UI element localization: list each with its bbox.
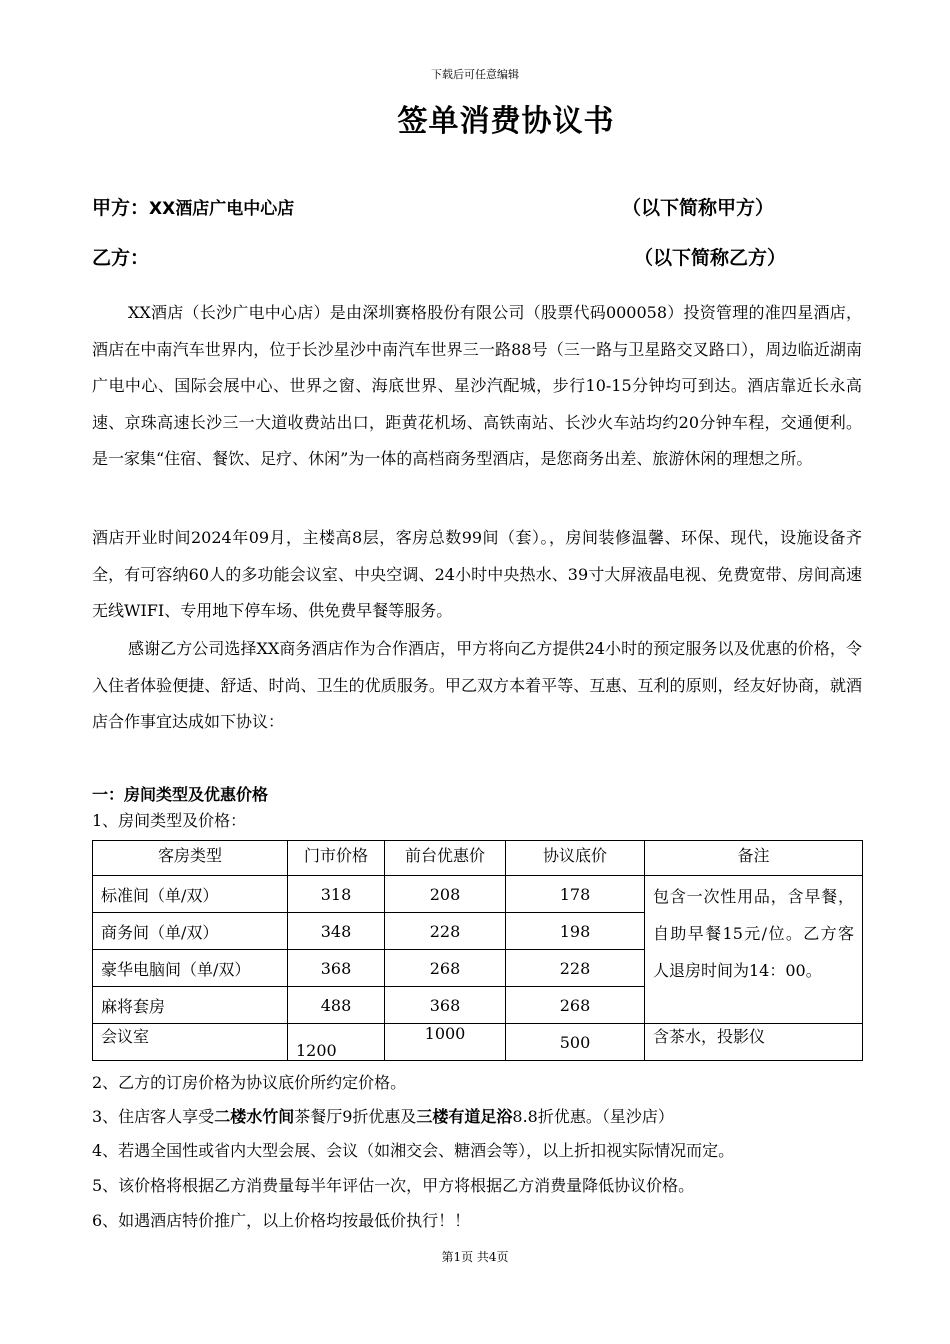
item-4: 4、若遇全国性或省内大型会展、会议（如湘交会、糖酒会等），以上折扣视实际情况而定。 — [92, 1141, 735, 1160]
rack-rate: 348 — [288, 913, 385, 950]
item-3 — [92, 1104, 674, 1127]
party-b-suffix: （以下简称乙方） — [634, 247, 787, 269]
table-row — [93, 876, 863, 913]
header-front-desk-rate: 前台优惠价 — [385, 841, 506, 876]
front-desk-rate: 268 — [385, 950, 506, 987]
item-2: 2、乙方的订房价格为协议底价所约定价格。 — [92, 1073, 407, 1092]
meeting-remarks: 含茶水，投影仪 — [645, 1024, 863, 1061]
document-title: 签单消费协议书 — [397, 104, 615, 139]
room-remarks: 包含一次性用品，含早餐，自助早餐15元/位。乙方客人退房时间为14：00。 — [645, 876, 863, 1024]
table-row — [93, 1024, 863, 1061]
room-type: 标准间（单/双） — [93, 876, 288, 913]
thanks-paragraph: 感谢乙方公司选择XX商务酒店作为合作酒店，甲方将向乙方提供24小时的预定服务以及优惠的价格，令入住者体验便捷、舒适、时尚、卫生的优质服务。甲乙双方本着平等、互惠、互利的原则，经友好协商，就酒店合作事宜达成如下协议： — [92, 639, 862, 731]
item-5: 5、该价格将根据乙方消费量每半年评估一次，甲方将根据乙方消费量降低协议价格。 — [92, 1176, 695, 1195]
party-a-suffix: （以下简称甲方） — [622, 197, 775, 219]
header-room-type: 客房类型 — [93, 841, 288, 876]
front-desk-rate: 1000 — [385, 1024, 506, 1061]
contract-rate: 198 — [506, 913, 645, 950]
item-3-suffix: 8.8折优惠。（星沙店） — [512, 1107, 674, 1126]
contract-rate: 178 — [506, 876, 645, 913]
header-rack-rate: 门市价格 — [288, 841, 385, 876]
room-type: 豪华电脑间（单/双） — [93, 950, 288, 987]
intro-paragraph: XX酒店（长沙广电中心店）是由深圳赛格股份有限公司（股票代码000058）投资管理的准四星酒店，酒店在中南汽车世界内，位于长沙星沙中南汽车世界三一路88号（三一路与卫星路交叉路口），周边临近湖南广电中心、国际会展中心、世界之窗、海底世界、星沙汽配城，步行10-15分钟均可到达。酒店靠近长永高速、京珠高速长沙三一大道收费站出口，距黄花机场、高铁南站、长沙火车站均约20分钟车程，交通便利。是一家集“住宿、餐饮、足疗、休闲”为一体的高档商务型酒店，是您商务出差、旅游休闲的理想之所。 — [92, 303, 862, 468]
facilities-paragraph: 酒店开业时间2024年09月，主楼高8层，客房总数99间（套）。，房间装修温馨、环保、现代，设施设备齐全，有可容纳60人的多功能会议室、中央空调、24小时中央热水、39寸大屏液晶电视、免费宽带、房间高速无线WIFI、专用地下停车场、供免费早餐等服务。 — [92, 528, 862, 620]
table-header-row — [93, 841, 863, 876]
room-type: 商务间（单/双） — [93, 913, 288, 950]
item-1: 1、房间类型及价格： — [92, 811, 247, 830]
item-3-prefix: 3、住店客人享受 — [92, 1107, 215, 1126]
page-footer: 第1页 共4页 — [441, 1250, 509, 1264]
party-b-label: 乙方： — [92, 247, 150, 269]
contract-rate: 500 — [506, 1024, 645, 1061]
header-note: 下载后可任意编辑 — [431, 68, 519, 81]
rack-rate: 1200 — [288, 1024, 385, 1061]
party-a-line — [92, 193, 294, 220]
rack-rate: 368 — [288, 950, 385, 987]
contract-rate: 228 — [506, 950, 645, 987]
item-3-venue-1: 二楼水竹间 — [214, 1107, 295, 1126]
header-contract-rate: 协议底价 — [506, 841, 645, 876]
front-desk-rate: 208 — [385, 876, 506, 913]
front-desk-rate: 228 — [385, 913, 506, 950]
rack-rate: 488 — [288, 987, 385, 1024]
party-a-name: XX酒店广电中心店 — [149, 199, 295, 219]
header-remarks: 备注 — [645, 841, 863, 876]
front-desk-rate: 368 — [385, 987, 506, 1024]
room-type: 麻将套房 — [93, 987, 288, 1024]
item-3-venue-2: 三楼有道足浴 — [416, 1107, 513, 1126]
rack-rate: 318 — [288, 876, 385, 913]
item-3-middle: 茶餐厅9折优惠及 — [294, 1107, 417, 1126]
room-type: 会议室 — [93, 1024, 288, 1061]
contract-rate: 268 — [506, 987, 645, 1024]
price-table — [92, 840, 863, 1061]
item-6: 6、如遇酒店特价推广，以上价格均按最低价执行！！ — [92, 1211, 471, 1230]
section-heading: 一：房间类型及优惠价格 — [92, 785, 269, 804]
party-a-label: 甲方： — [92, 197, 150, 219]
